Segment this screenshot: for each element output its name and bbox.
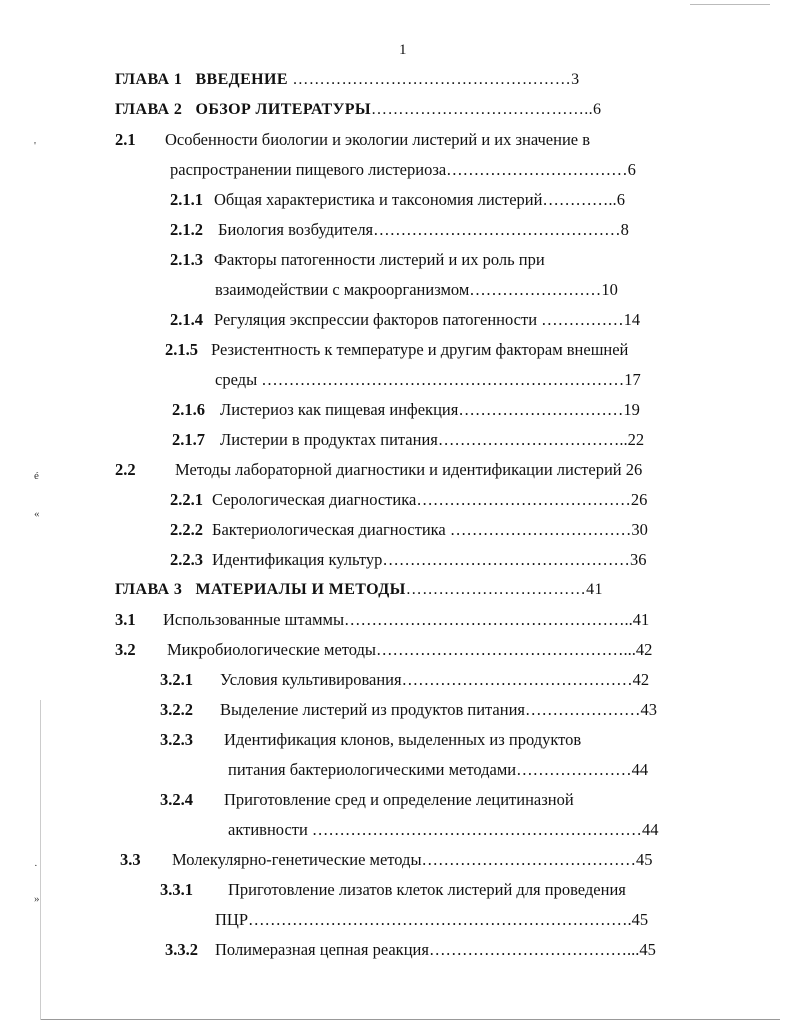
section-title: Биология возбудителя……………………………………… [218,220,621,239]
toc-entry-2-1[interactable] [115,130,590,150]
page-ref: 36 [629,550,647,569]
section-title-cont: взаимодействии с макроорганизмом…………………… [215,280,602,299]
toc-entry-3-3[interactable] [120,850,653,870]
toc-entry-3-3-1[interactable] [160,880,626,900]
page-ref: 44 [631,760,649,779]
scan-artifact-line [40,700,41,1020]
section-number: 3.3.1 [160,880,193,899]
dot-leader: …………………………………………… [287,71,572,88]
toc-entry-2-1-3[interactable] [170,250,545,270]
toc-entry-3-2-3[interactable] [160,730,581,750]
section-number: 3.2.3 [160,730,193,749]
page-ref: 6 [616,190,625,209]
page-ref: 42 [632,670,650,689]
section-title: Методы лабораторной диагностики и идентификации листерий [175,460,622,479]
toc-entry-2-2-1[interactable] [170,490,647,510]
page-ref: 45 [631,910,649,929]
section-number: 2.1.3 [170,250,203,269]
margin-mark: » [34,893,40,905]
toc-entry-3-3-1-cont[interactable] [215,910,648,930]
scan-artifact-line [40,1019,780,1020]
margin-mark: ' [34,140,36,152]
section-title-cont: питания бактериологическими методами………………… [228,760,632,779]
page-ref: 45 [639,940,656,959]
section-title: Серологическая диагностика………………………………… [212,490,631,509]
toc-entry-2-1-1[interactable] [170,190,625,210]
section-number: 2.2.1 [170,490,203,509]
section-number: 3.2.4 [160,790,193,809]
toc-entry-chapter-1[interactable] [115,70,580,90]
page-ref: 6 [593,101,602,118]
section-title: Бактериологическая диагностика …………………………… [212,520,632,539]
section-number: 3.3.2 [165,940,198,959]
section-number: 3.3 [120,850,141,869]
page-ref: 22 [627,430,645,449]
section-number: 3.2 [115,640,136,659]
section-title: Выделение листерий из продуктов питания………………… [220,700,641,719]
page-ref: 8 [620,220,629,239]
page-ref: 14 [623,310,641,329]
page-ref: 42 [635,640,653,659]
section-title: Полимеразная цепная реакция………………………………... [215,940,640,959]
section-title: Приготовление лизатов клеток листерий для проведения [228,880,626,899]
section-title: Идентификация клонов, выделенных из продуктов [224,730,582,749]
chapter-label: ГЛАВА 2 [115,101,183,118]
page-ref: 41 [632,610,650,629]
page-ref: 44 [641,820,659,839]
margin-mark: é [34,470,39,482]
toc-entry-2-2[interactable] [115,460,642,480]
section-title: Микробиологические методы………………………………………... [167,640,636,659]
margin-mark: « [34,508,40,520]
page-ref: 10 [601,280,618,299]
section-title: Листериоз как пищевая инфекция………………………… [220,400,624,419]
section-title: Особенности биологии и экологии листерий и их значение в [165,130,591,149]
chapter-title: МАТЕРИАЛЫ И МЕТОДЫ [195,581,406,598]
section-number: 2.1.4 [170,310,203,329]
section-title: Приготовление сред и определение лецитиназной [224,790,574,809]
chapter-label: ГЛАВА 3 [115,581,183,598]
toc-entry-2-2-2[interactable] [170,520,648,540]
chapter-label: ГЛАВА 1 [115,71,183,88]
page-ref: 19 [623,400,640,419]
toc-entry-2-1-4[interactable] [170,310,640,330]
page-ref: 17 [624,370,641,389]
section-number: 2.2.3 [170,550,203,569]
toc-entry-3-2-4[interactable] [160,790,574,810]
page-number: 1 [399,42,407,58]
toc-entry-chapter-3[interactable] [115,580,603,600]
dot-leader: ………………………………….. [371,101,594,118]
section-title: Молекулярно-генетические методы………………………………… [172,850,637,869]
toc-entry-2-1-5[interactable] [165,340,628,360]
section-number: 3.2.1 [160,670,193,689]
section-title-cont: распространении пищевого листериоза…………………………… [170,160,628,179]
toc-entry-2-1-cont[interactable] [170,160,636,180]
page-ref: 43 [640,700,658,719]
page-ref: 3 [571,71,580,88]
toc-entry-2-1-5-cont[interactable] [215,370,641,390]
section-number: 3.1 [115,610,136,629]
section-title: Общая характеристика и таксономия листерий………….. [214,190,617,209]
section-title: Резистентность к температуре и другим факторам внешней [211,340,629,359]
section-title: Идентификация культур……………………………………… [212,550,630,569]
section-number: 2.1.2 [170,220,203,239]
section-number: 2.1.6 [172,400,205,419]
toc-entry-3-2-4-cont[interactable] [228,820,658,840]
section-number: 3.2.2 [160,700,193,719]
section-number: 2.1 [115,130,136,149]
toc-entry-2-1-2[interactable] [170,220,629,240]
section-number: 2.1.7 [172,430,205,449]
section-title-cont: активности …………………………………………………… [228,820,642,839]
toc-entry-2-1-6[interactable] [172,400,640,420]
page-ref: 26 [630,490,648,509]
toc-entry-3-1[interactable] [115,610,649,630]
toc-entry-2-2-3[interactable] [170,550,646,570]
chapter-title: ВВЕДЕНИЕ [195,71,288,88]
toc-entry-chapter-2[interactable] [115,100,601,120]
page-ref: 41 [586,581,603,598]
section-number: 2.1.1 [170,190,203,209]
toc-entry-3-2-3-cont[interactable] [228,760,648,780]
page-ref: 30 [631,520,648,539]
section-title: Регуляция экспрессии факторов патогенности …………… [214,310,624,329]
page-ref: 6 [627,160,636,179]
toc-entry-3-3-2[interactable] [165,940,656,960]
section-number: 2.1.5 [165,340,198,359]
section-title: Условия культивирования…………………………………… [220,670,633,689]
toc-entry-2-1-7[interactable] [172,430,644,450]
toc-entry-3-2-2[interactable] [160,700,657,720]
margin-mark: · [34,860,38,872]
section-title-cont: среды ………………………………………………………… [215,370,625,389]
section-title-cont: ПЦР……………………………………………………………. [215,910,632,929]
section-title: Листерии в продуктах питания…………………………….. [220,430,628,449]
dot-leader: …………………………… [405,581,587,598]
section-number: 2.2.2 [170,520,203,539]
chapter-title: ОБЗОР ЛИТЕРАТУРЫ [195,101,372,118]
page-ref: 26 [625,460,643,479]
toc-entry-3-2-1[interactable] [160,670,649,690]
section-number: 2.2 [115,460,136,479]
toc-entry-2-1-3-cont[interactable] [215,280,618,300]
toc-entry-3-2[interactable] [115,640,652,660]
section-title: Использованные штаммы…………………………………………….. [163,610,633,629]
scan-artifact-line [690,4,770,5]
page-ref: 45 [636,850,653,869]
section-title: Факторы патогенности листерий и их роль при [214,250,545,269]
